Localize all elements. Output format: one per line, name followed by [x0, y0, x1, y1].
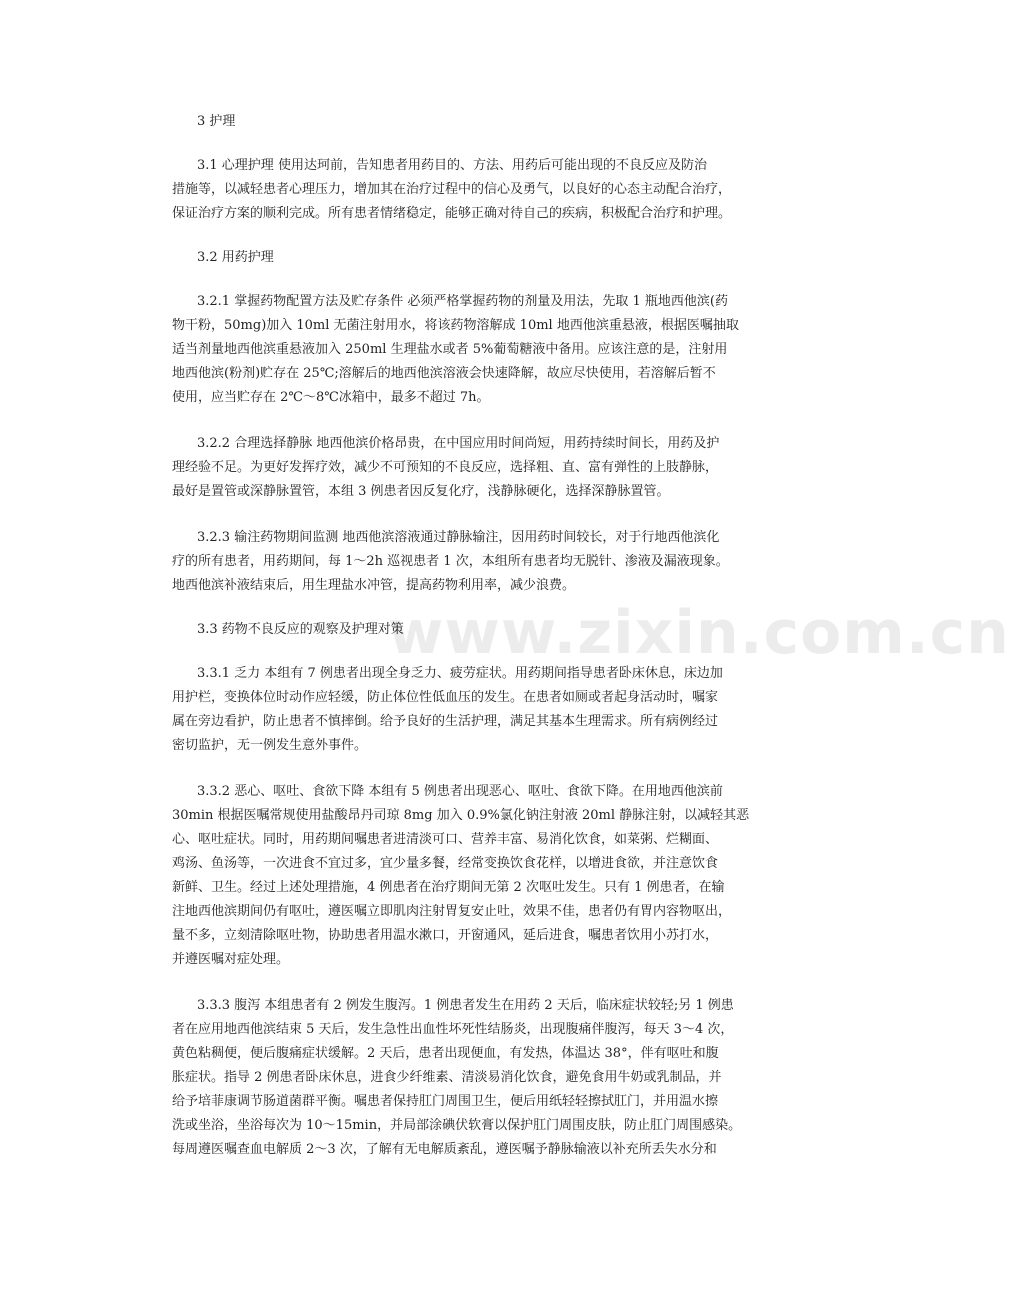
text-line: 3.2.2 合理选择静脉 地西他滨价格昂贵，在中国应用时间尚短，用药持续时间长，用药及护	[197, 436, 720, 451]
text-line: 新鲜、卫生。经过上述处理措施，4 例患者在治疗期间无第 2 次呕吐发生。只有 1 例患者，在输	[172, 880, 725, 895]
paragraph-3-2-3	[172, 526, 754, 598]
paragraph-3-3-3	[172, 994, 754, 1162]
site-watermark: www.zixin.com.cn	[388, 598, 1010, 668]
text-line: 每周遵医嘱查血电解质 2～3 次，了解有无电解质紊乱，遵医嘱予静脉输液以补充所丢失水分和	[172, 1142, 717, 1157]
text-line: 量不多，立刻清除呕吐物，协助患者用温水漱口，开窗通风，延后进食，嘱患者饮用小苏打水，	[172, 928, 719, 943]
text-line: 保证治疗方案的顺利完成。所有患者情绪稳定，能够正确对待自己的疾病，积极配合治疗和护理。	[172, 206, 732, 221]
text-line: 心、呕吐症状。同时，用药期间嘱患者进清淡可口、营养丰富、易消化饮食，如菜粥、烂糊面、	[172, 832, 719, 847]
text-line: 洗或坐浴，坐浴每次为 10～15min，并局部涂碘伏软膏以保护肛门周围皮肤，防止肛门周围感染。	[172, 1118, 742, 1133]
section-heading-3-3: 3.3 药物不良反应的观察及护理对策	[197, 622, 404, 637]
paragraph-3-1	[172, 154, 754, 226]
section-heading-3-2: 3.2 用药护理	[197, 250, 274, 265]
text-line: 物干粉，50mg)加入 10ml 无菌注射用水，将该药物溶解成 10ml 地西他滨重悬液，根据医嘱抽取	[172, 318, 739, 333]
text-line: 30min 根据医嘱常规使用盐酸昂丹司琼 8mg 加入 0.9%氯化钠注射液 20ml 静脉注射，以减轻其恶	[172, 808, 750, 823]
text-line: 适当剂量地西他滨重悬液加入 250ml 生理盐水或者 5%葡萄糖液中备用。应该注意的是，注射用	[172, 342, 728, 357]
text-line: 措施等，以减轻患者心理压力，增加其在治疗过程中的信心及勇气，以良好的心态主动配合治疗，	[172, 182, 732, 197]
paragraph-3-2-1	[172, 290, 754, 410]
text-line: 用护栏，变换体位时动作应轻缓，防止体位性低血压的发生。在患者如厕或者起身活动时，嘱家	[172, 690, 719, 705]
text-line: 3.1 心理护理 使用达珂前，告知患者用药目的、方法、用药后可能出现的不良反应及防治	[197, 158, 707, 173]
document-body	[172, 112, 754, 1162]
section-heading-3: 3 护理	[197, 114, 236, 129]
text-line: 黄色粘稠便，便后腹痛症状缓解。2 天后，患者出现便血，有发热，体温达 38°，伴有呕吐和腹	[172, 1046, 719, 1061]
text-line: 密切监护，无一例发生意外事件。	[172, 738, 368, 753]
text-line: 地西他滨补液结束后，用生理盐水冲管，提高药物利用率，减少浪费。	[172, 578, 576, 593]
text-line: 地西他滨(粉剂)贮存在 25℃;溶解后的地西他滨溶液会快速降解，故应尽快使用，若溶解后暂不	[172, 366, 716, 381]
text-line: 属在旁边看护，防止患者不慎摔倒。给予良好的生活护理，满足其基本生理需求。所有病例经过	[172, 714, 719, 729]
text-line: 理经验不足。为更好发挥疗效，减少不可预知的不良反应，选择粗、直、富有弹性的上肢静脉，	[172, 460, 719, 475]
text-line: 使用，应当贮存在 2℃～8℃冰箱中，最多不超过 7h。	[172, 390, 490, 405]
text-line: 最好是置管或深静脉置管，本组 3 例患者因反复化疗，浅静脉硬化，选择深静脉置管。	[172, 484, 670, 499]
text-line: 鸡汤、鱼汤等，一次进食不宜过多，宜少量多餐，经常变换饮食花样，以增进食欲，并注意饮食	[172, 856, 719, 871]
paragraph-3-3-2	[172, 780, 754, 972]
text-line: 疗的所有患者，用药期间，每 1～2h 巡视患者 1 次，本组所有患者均无脱针、渗液及漏液现象。	[172, 554, 729, 569]
text-line: 3.3.1 乏力 本组有 7 例患者出现全身乏力、疲劳症状。用药期间指导患者卧床休息，床边加	[197, 666, 723, 681]
text-line: 给予培菲康调节肠道菌群平衡。嘱患者保持肛门周围卫生，便后用纸轻轻擦拭肛门，并用温水擦	[172, 1094, 719, 1109]
text-line: 注地西他滨期间仍有呕吐，遵医嘱立即肌肉注射胃复安止吐，效果不佳，患者仍有胃内容物呕出，	[172, 904, 732, 919]
text-line: 3.3.3 腹泻 本组患者有 2 例发生腹泻。1 例患者发生在用药 2 天后，临床症状较轻;另 1 例患	[197, 998, 734, 1013]
paragraph-3-3-1	[172, 662, 754, 758]
paragraph-3-2-2	[172, 432, 754, 504]
text-line: 胀症状。指导 2 例患者卧床休息，进食少纤维素、清淡易消化饮食，避免食用牛奶或乳制品，并	[172, 1070, 722, 1085]
text-line: 3.2.1 掌握药物配置方法及贮存条件 必须严格掌握药物的剂量及用法，先取 1 瓶地西他滨(药	[197, 294, 728, 309]
text-line: 并遵医嘱对症处理。	[172, 952, 290, 967]
text-line: 3.2.3 输注药物期间监测 地西他滨溶液通过静脉输注，因用药时间较长，对于行地西他滨化	[197, 530, 720, 545]
text-line: 3.3.2 恶心、呕吐、食欲下降 本组有 5 例患者出现恶心、呕吐、食欲下降。在用地西他滨前	[197, 784, 723, 799]
text-line: 者在应用地西他滨结束 5 天后，发生急性出血性坏死性结肠炎，出现腹痛伴腹泻，每天 3～4 次，	[172, 1022, 734, 1037]
